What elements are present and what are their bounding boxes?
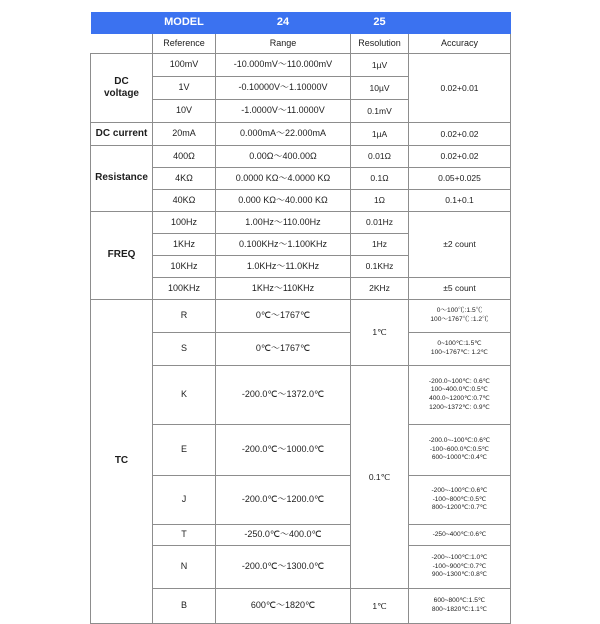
accuracy-cell-tc-e [409,425,511,476]
accuracy-line: 600~1000℃:0.4℃ [431,454,488,462]
accuracy-line: -100~600.0℃:0.5℃ [429,445,490,453]
range-cell: 1.00Hz～110.00Hz [216,212,351,234]
reference-cell: 100mV [153,54,216,77]
title-empty-right-cell [409,13,511,34]
reference-cell: 100KHz [153,278,216,300]
accuracy-line: 800~1820℃:1.1℃ [431,606,488,613]
reference-cell: R [153,300,216,333]
accuracy-line: -200.0~100℃: 0.6℃ [428,377,491,385]
model-25-cell: 25 [351,13,409,34]
column-header-accuracy: Accuracy [409,34,511,54]
resolution-cell: 1µA [351,123,409,146]
accuracy-line: 900~1300℃:0.8℃ [431,571,488,579]
range-cell: -200.0℃～1300.0℃ [216,546,351,589]
accuracy-line: -200.0~-100℃:0.6℃ [428,436,491,444]
section-label-freq: FREQ [91,212,153,300]
reference-cell: E [153,425,216,476]
accuracy-line: 1200~1372℃: 0.9℃ [429,403,490,411]
resolution-cell: 10µV [351,77,409,100]
accuracy-cell-tc-j [409,476,511,525]
accuracy-line: -200~-100℃:1.0℃ [431,553,488,561]
table-row [91,546,511,589]
reference-cell: J [153,476,216,525]
accuracy-cell: 0.02+0.02 [409,146,511,168]
accuracy-line: 0~100℃:1.5℃ [437,340,482,348]
table-row [91,278,511,300]
model-24-cell: 24 [216,13,351,34]
reference-cell: 40KΩ [153,190,216,212]
reference-cell: 10KHz [153,256,216,278]
section-label-tc: TC [91,300,153,624]
accuracy-cell: 0.05+0.025 [409,168,511,190]
range-cell: -200.0℃～1000.0℃ [216,425,351,476]
accuracy-line: 400.0~1200℃:0.7℃ [429,395,490,402]
range-cell: -200.0℃～1200.0℃ [216,476,351,525]
column-header-blank [91,34,153,54]
table-row [91,190,511,212]
accuracy-cell-tc-n [409,546,511,589]
accuracy-cell-tc-k [409,366,511,425]
accuracy-line: 100～1767℃ :1.2℃ [430,316,489,323]
accuracy-line: 100~400.0℃:0.5℃ [430,386,489,394]
accuracy-cell-tc-s [409,333,511,366]
range-cell: -1.0000V～11.0000V [216,100,351,123]
table-row [91,589,511,624]
accuracy-line: 800~1200℃:0.7℃ [431,504,488,512]
accuracy-line: -100~800℃:0.5℃ [432,495,487,503]
range-cell: 0.0000 KΩ～4.0000 KΩ [216,168,351,190]
range-cell: -0.10000V～1.10000V [216,77,351,100]
range-cell: 0.000 KΩ～40.000 KΩ [216,190,351,212]
table-row [91,333,511,366]
accuracy-cell-dc-voltage: 0.02+0.01 [409,54,511,123]
section-label-dc-voltage [91,54,153,123]
resolution-cell: 0.1KHz [351,256,409,278]
resolution-cell: 0.1mV [351,100,409,123]
range-cell: -250.0℃～400.0℃ [216,525,351,546]
reference-cell: 20mA [153,123,216,146]
accuracy-cell-tc-t [409,525,511,546]
reference-cell: 1V [153,77,216,100]
table-row [91,123,511,146]
range-cell: 0℃～1767℃ [216,333,351,366]
resolution-cell: 0.01Hz [351,212,409,234]
resolution-cell: 1µV [351,54,409,77]
accuracy-cell: 0.1+0.1 [409,190,511,212]
table-row [91,425,511,476]
accuracy-cell: 0.02+0.02 [409,123,511,146]
reference-cell: 100Hz [153,212,216,234]
table-row [91,366,511,425]
column-header-range: Range [216,34,351,54]
range-cell: -200.0℃～1372.0℃ [216,366,351,425]
accuracy-line: 0～100℃:1.5℃ [436,307,483,315]
reference-cell: S [153,333,216,366]
reference-cell: 10V [153,100,216,123]
range-cell: 600℃～1820℃ [216,589,351,624]
specification-table [90,12,511,624]
reference-cell: B [153,589,216,624]
table-row [91,525,511,546]
section-label-line1: DC [114,75,129,87]
resolution-cell: 0.01Ω [351,146,409,168]
section-label-dc-current: DC current [91,123,153,146]
resolution-cell: 2KHz [351,278,409,300]
reference-cell: 400Ω [153,146,216,168]
accuracy-cell-freq-last: ±5 count [409,278,511,300]
reference-cell: 1KHz [153,234,216,256]
model-label-cell: MODEL [153,13,216,34]
accuracy-line: -100~900℃:0.7℃ [432,562,487,570]
column-header-row [91,34,511,54]
table-row [91,54,511,77]
resolution-cell: 0.1Ω [351,168,409,190]
accuracy-cell-tc-b [409,589,511,624]
accuracy-line: 100~1767℃: 1.2℃ [430,349,489,356]
range-cell: 0.00Ω～400.00Ω [216,146,351,168]
resolution-cell: 1Hz [351,234,409,256]
range-cell: -10.000mV～110.000mV [216,54,351,77]
reference-cell: 4KΩ [153,168,216,190]
accuracy-line: 600~800℃:1.5℃ [433,597,486,605]
model-title-row [91,13,511,34]
range-cell: 1KHz～110KHz [216,278,351,300]
range-cell: 0℃～1767℃ [216,300,351,333]
resolution-cell-tc-mid: 0.1℃ [351,366,409,589]
section-label-line2: voltage [103,88,139,99]
accuracy-line: -250~400℃:0.6℃ [432,530,487,538]
column-header-resolution: Resolution [351,34,409,54]
range-cell: 0.000mA～22.000mA [216,123,351,146]
reference-cell: N [153,546,216,589]
table-row [91,168,511,190]
reference-cell: K [153,366,216,425]
reference-cell: T [153,525,216,546]
resolution-cell-tc-b: 1℃ [351,589,409,624]
table-row [91,146,511,168]
resolution-cell-tc-rs: 1℃ [351,300,409,366]
accuracy-cell-freq: ±2 count [409,212,511,278]
table-row [91,476,511,525]
range-cell: 1.0KHz～11.0KHz [216,256,351,278]
resolution-cell: 1Ω [351,190,409,212]
accuracy-line: -200~-100℃:0.6℃ [431,486,488,494]
section-label-resistance: Resistance [91,146,153,212]
title-blank-cell [91,13,153,34]
column-header-reference: Reference [153,34,216,54]
accuracy-cell-tc-r [409,300,511,333]
range-cell: 0.100KHz～1.100KHz [216,234,351,256]
table-row [91,212,511,234]
table-row [91,300,511,333]
